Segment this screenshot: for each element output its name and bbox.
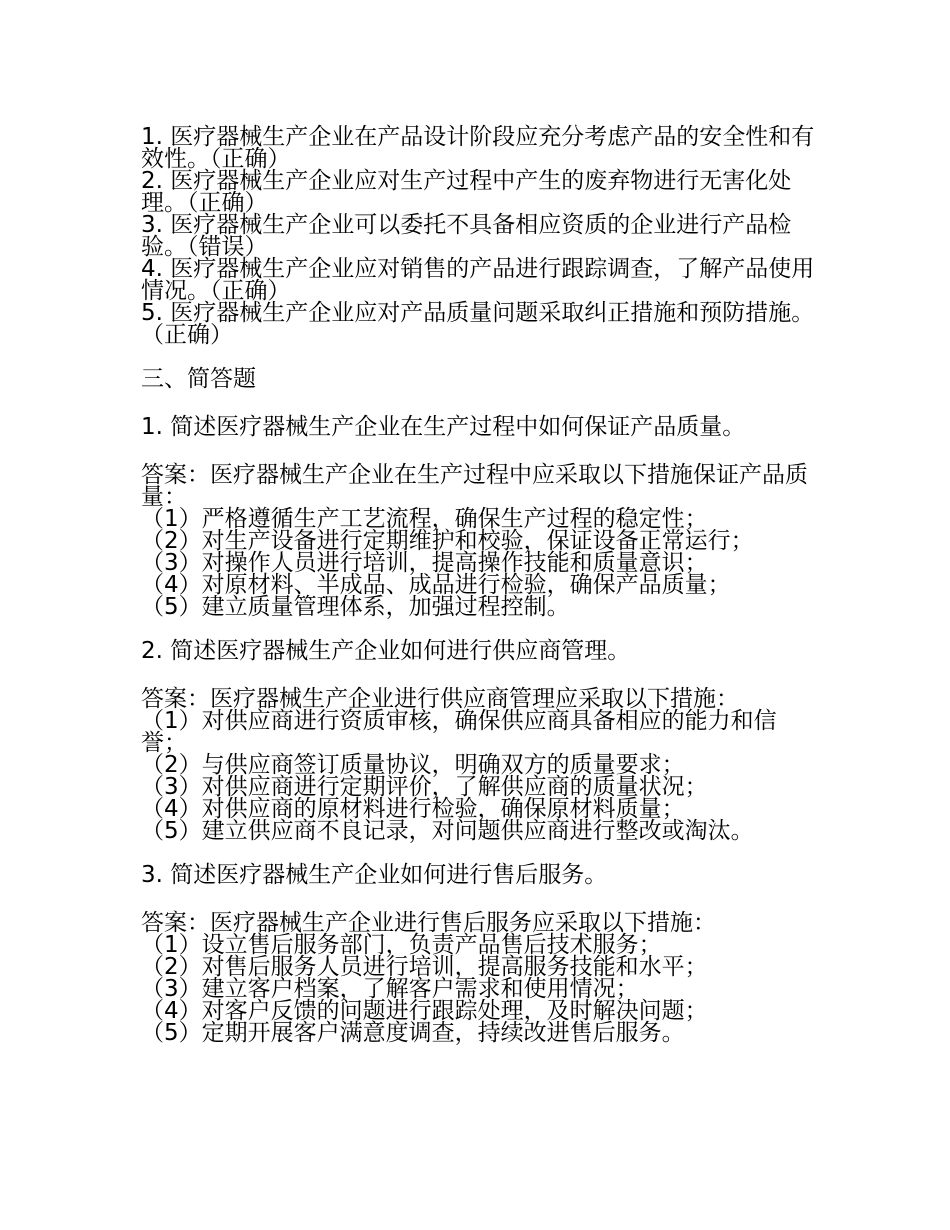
answer-point: （5）建立供应商不良记录，对问题供应商进行整改或淘汰。	[141, 818, 754, 844]
answer-point: （5）建立质量管理体系，加强过程控制。	[141, 594, 570, 620]
judgment-item: 4. 医疗器械生产企业应对销售的产品进行跟踪调查，了解产品使用情况。（正确）	[141, 256, 815, 304]
question-3: 3. 简述医疗器械生产企业如何进行售后服务。	[141, 862, 608, 888]
answer-3	[141, 912, 821, 1044]
judgment-item: 3. 医疗器械生产企业可以委托不具备相应资质的企业进行产品检验。（错误）	[141, 212, 792, 260]
judgment-list	[141, 126, 821, 346]
answer-intro: 答案：医疗器械生产企业进行售后服务应采取以下措施：	[141, 910, 716, 936]
answer-1	[141, 464, 821, 618]
answer-point: （1）严格遵循生产工艺流程，确保生产过程的稳定性；	[141, 506, 708, 532]
answer-point: （3）对操作人员进行培训，提高操作技能和质量意识；	[141, 550, 708, 576]
question-2: 2. 简述医疗器械生产企业如何进行供应商管理。	[141, 638, 631, 664]
document-content	[141, 126, 821, 1044]
answer-point: （2）与供应商签订质量协议，明确双方的质量要求；	[141, 752, 685, 778]
answer-point: （3）对供应商进行定期评价，了解供应商的质量状况；	[141, 774, 708, 800]
answer-point: （4）对原材料、半成品、成品进行检验，确保产品质量；	[141, 572, 731, 598]
answer-point: （4）对客户反馈的问题进行跟踪处理，及时解决问题；	[141, 998, 708, 1024]
answer-point: （5）定期开展客户满意度调查，持续改进售后服务。	[141, 1020, 685, 1046]
answer-point: （1）对供应商进行资质审核，确保供应商具备相应的能力和信誉；	[141, 708, 777, 756]
judgment-item: 1. 医疗器械生产企业在产品设计阶段应充分考虑产品的安全性和有效性。（正确）	[141, 124, 815, 172]
answer-point: （4）对供应商的原材料进行检验，确保原材料质量；	[141, 796, 685, 822]
judgment-item: 5. 医疗器械生产企业应对产品质量问题采取纠正措施和预防措施。（正确）	[141, 300, 815, 348]
answer-point: （1）设立售后服务部门，负责产品售后技术服务；	[141, 932, 662, 958]
answer-2	[141, 688, 821, 842]
judgment-item: 2. 医疗器械生产企业应对生产过程中产生的废弃物进行无害化处理。（正确）	[141, 168, 792, 216]
answer-point: （3）建立客户档案，了解客户需求和使用情况；	[141, 976, 639, 1002]
answer-point: （2）对生产设备进行定期维护和校验，保证设备正常运行；	[141, 528, 754, 554]
answer-point: （2）对售后服务人员进行培训，提高服务技能和水平；	[141, 954, 708, 980]
answer-intro: 答案：医疗器械生产企业进行供应商管理应采取以下措施：	[141, 686, 739, 712]
section-title: 三、简答题	[141, 366, 256, 392]
question-1: 1. 简述医疗器械生产企业在生产过程中如何保证产品质量。	[141, 414, 746, 440]
answer-intro: 答案：医疗器械生产企业在生产过程中应采取以下措施保证产品质量：	[141, 462, 808, 510]
